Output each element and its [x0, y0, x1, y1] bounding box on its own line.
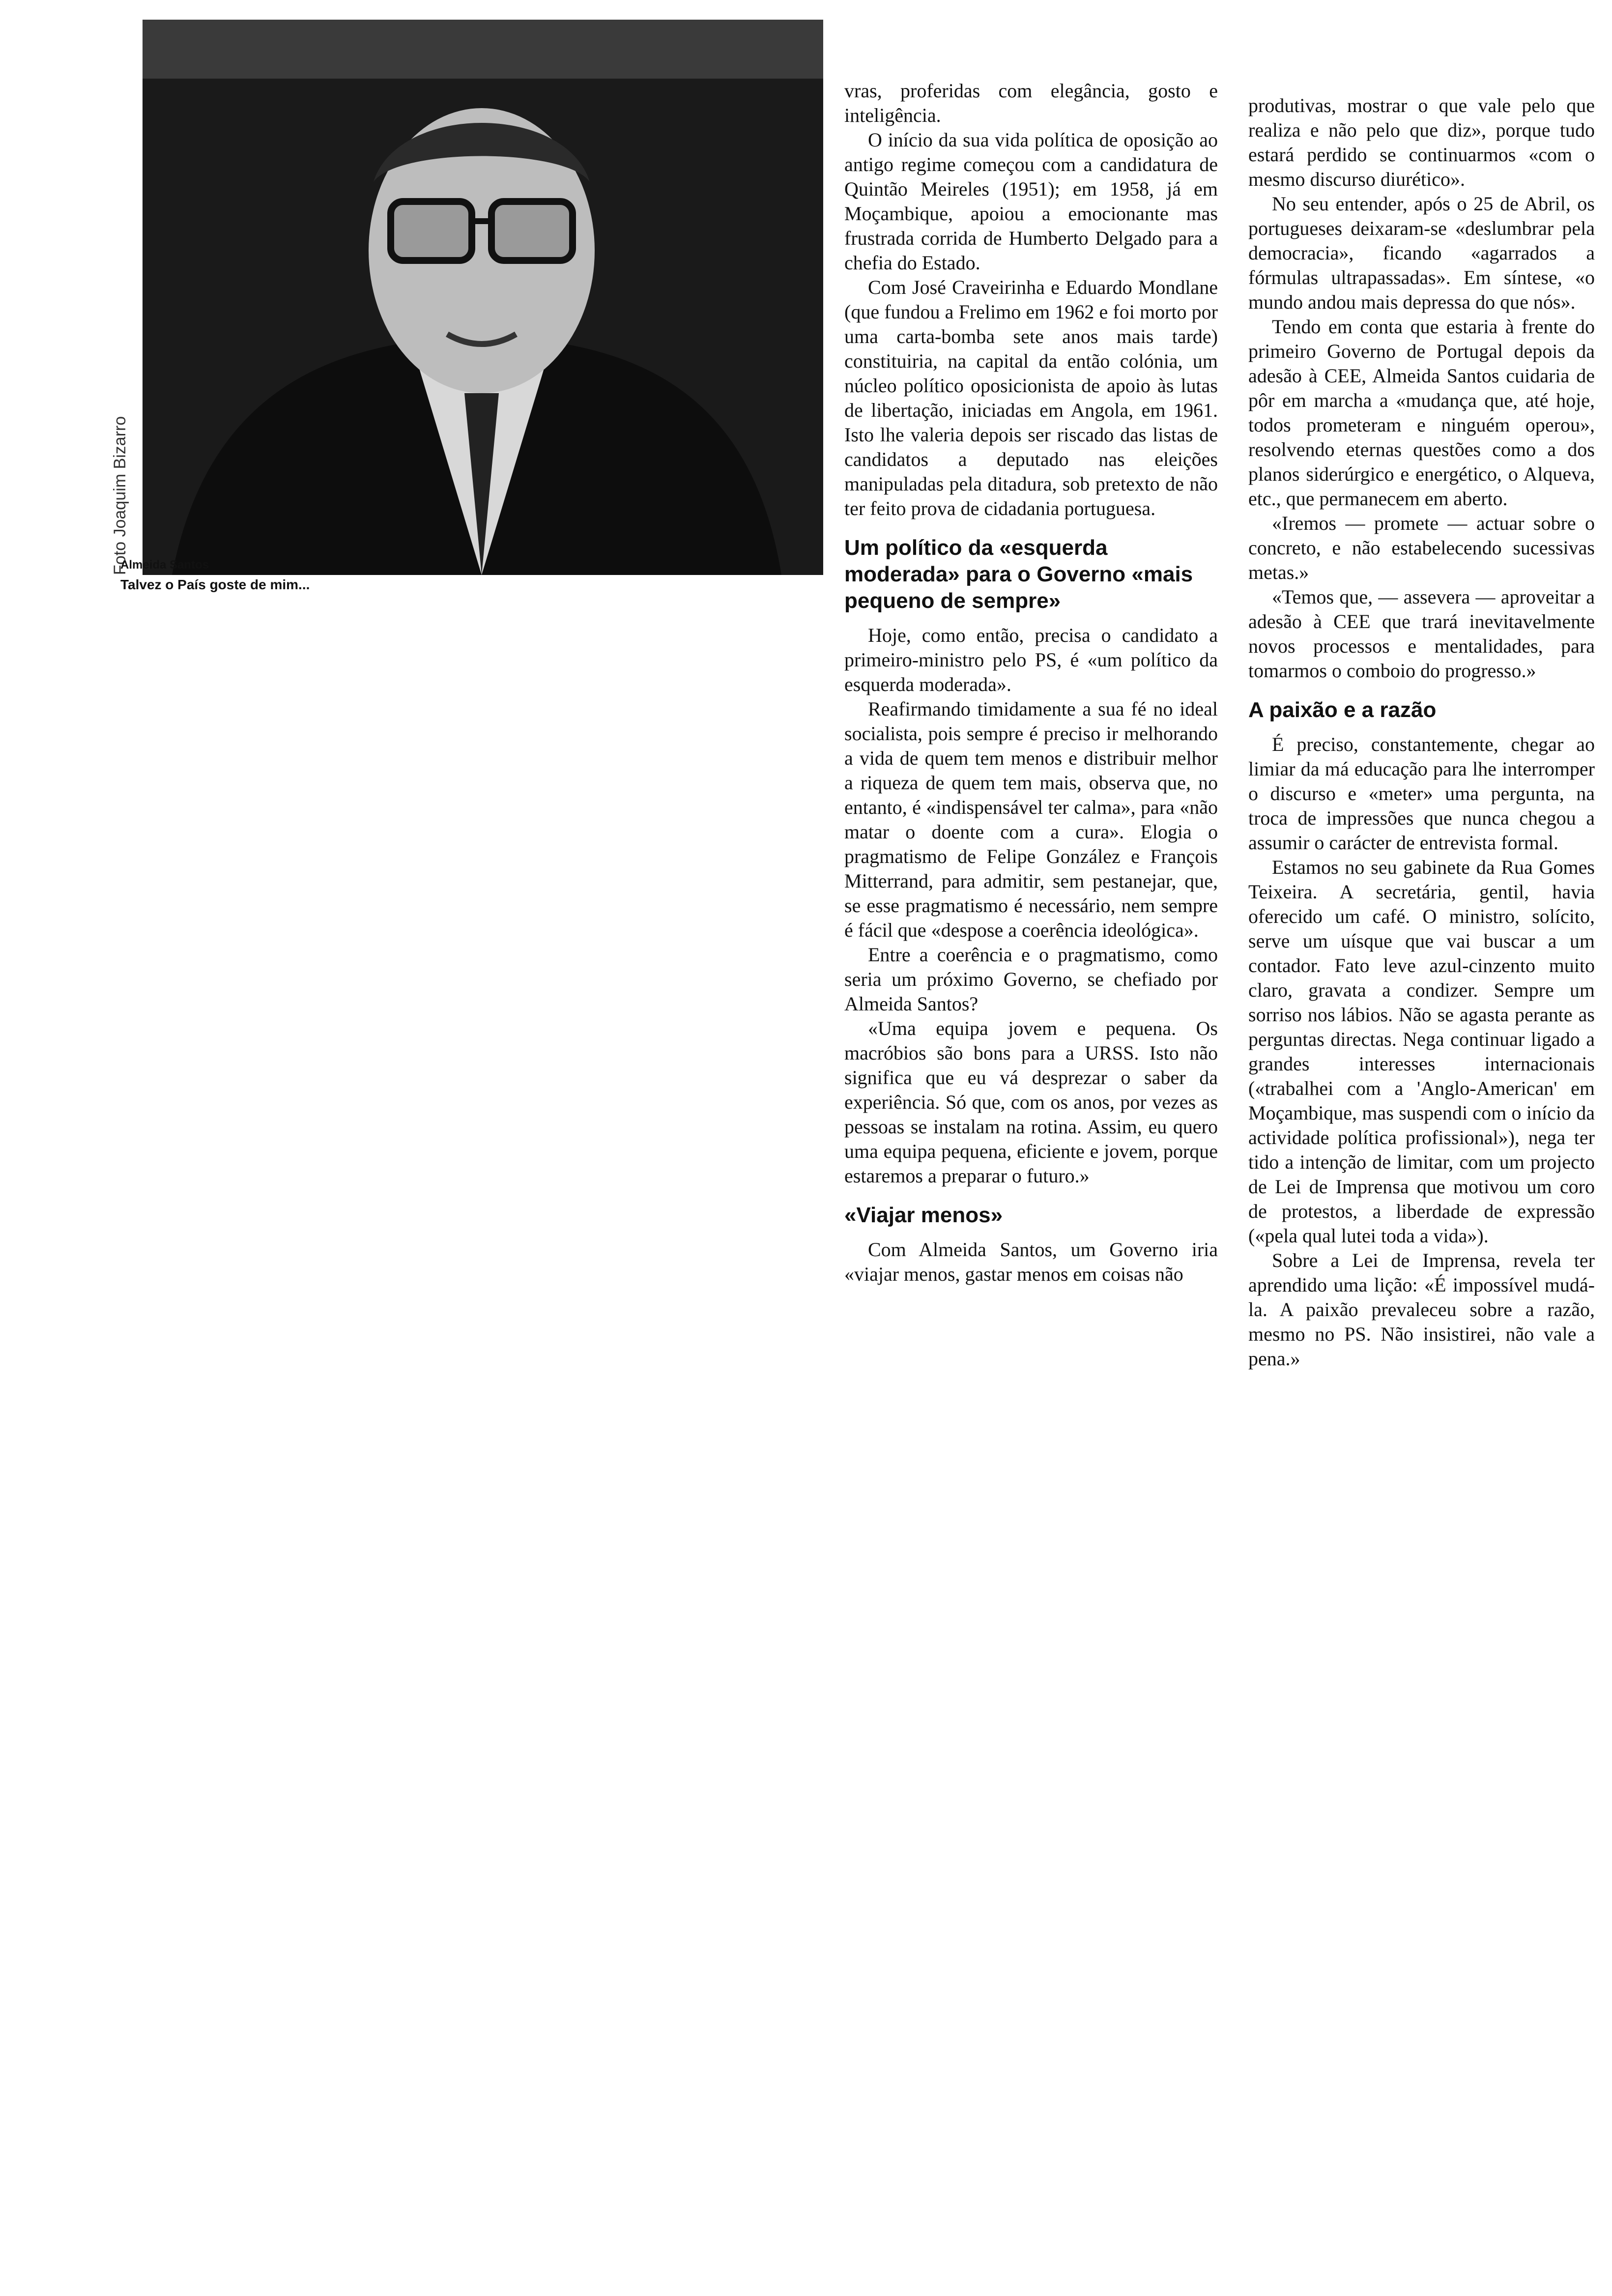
- paragraph: O início da sua vida política de oposição ao antigo regime começou com a candidatura de Quintão Meireles (1951); em 1958, já em Moçambique, apoiou a emocionante mas frustrada corrida de Humberto Delgado para a chefia do Estado.: [844, 129, 1218, 274]
- section-heading: A paixão e a razão: [1248, 698, 1437, 722]
- paragraph: Com José Craveirinha e Eduardo Mondlane (que fundou a Frelimo em 1962 e foi morto por uma carta-bomba sete anos mais tarde) constituiria, na capital da então colónia, um núcleo político oposicionista de apoio às lutas de libertação, iniciadas em Angola, em 1961. Isto lhe valeria depois ser riscado das listas de candidatos a deputado nas eleições manipuladas pela ditadura, sob pretexto de não ter feito prova de cidadania portuguesa.: [844, 276, 1218, 519]
- section-heading: Um político da «esquerda moderada» para o Governo «mais pequeno de sempre»: [844, 536, 1193, 613]
- portrait-illustration: [143, 20, 823, 575]
- paragraph: «Iremos — promete — actuar sobre o concreto, e não estabelecendo sucessivas metas.»: [1248, 512, 1595, 583]
- paragraph: «Temos que, — assevera — aproveitar a adesão à CEE que trará inevitavelmente novos processos e mentalidades, para tomarmos o comboio do progresso.»: [1248, 586, 1595, 682]
- paragraph: Reafirmando timidamente a sua fé no ideal socialista, pois sempre é preciso ir melhorando a vida de quem tem menos e distribuir melhor a riqueza de quem tem mais, observa que, no entanto, é «indispensável ter calma», para «não matar o doente com a cura». Elogia o pragmatismo de Felipe González e François Mitterrand, para admitir, sem pestanejar, que, se esse pragmatismo é necessário, nem sempre é fácil que «despose a coerência ideológica».: [844, 698, 1218, 941]
- section-heading: «Viajar menos»: [844, 1203, 1003, 1227]
- paragraph: «Uma equipa jovem e pequena. Os macróbios são bons para a URSS. Isto não significa que eu vá desprezar o saber da experiência. Só que, com os anos, por vezes as pessoas se instalam na rotina. Assim, eu quero uma equipa pequena, eficiente e jovem, porque estaremos a preparar o futuro.»: [844, 1017, 1218, 1187]
- article-column-1: [844, 79, 1218, 1287]
- paragraph: produtivas, mostrar o que vale pelo que realiza e não pelo que diz», porque tudo estará perdido se continuarmos «com o mesmo discurso diurético».: [1248, 94, 1595, 190]
- caption-name: Almeida Santos: [120, 558, 209, 572]
- paragraph: Sobre a Lei de Imprensa, revela ter aprendido uma lição: «É impossível mudá-la. A paixão prevaleceu sobre a razão, mesmo no PS. Não insistirei, não vale a pena.»: [1248, 1249, 1595, 1370]
- paragraph: Estamos no seu gabinete da Rua Gomes Teixeira. A secretária, gentil, havia oferecido um café. O ministro, solícito, serve um uísque que vai buscar a um contador. Fato leve azul-cinzento muito claro, gravata a condizer. Sempre um sorriso nos lábios. Não se agasta perante as perguntas directas. Nega continuar ligado a grandes interesses internacionais («trabalhei com a 'Anglo-American' em Moçambique, mas suspendi com o início da actividade política profissional»), nega ter tido a intenção de limitar, com um projecto de Lei de Imprensa que motivou um coro de protestos, a liberdade de expressão («pela qual lutei toda a vida»).: [1248, 856, 1595, 1247]
- article-column-2: [1248, 93, 1595, 1371]
- paragraph: Hoje, como então, precisa o candidato a primeiro-ministro pelo PS, é «um político da esquerda moderada».: [844, 624, 1218, 695]
- photo-credit: Foto Joaquim Bizarro: [111, 416, 129, 575]
- paragraph: É preciso, constantemente, chegar ao limiar da má educação para lhe interromper o discurso e «meter» uma pergunta, na troca de impressões que nunca chegou a assumir o carácter de entrevista formal.: [1248, 733, 1595, 854]
- paragraph: No seu entender, após o 25 de Abril, os portugueses deixaram-se «deslumbrar pela democracia», ficando «agarrados a fórmulas ultrapassadas». Em síntese, «o mundo andou mais depressa do que nós».: [1248, 193, 1595, 313]
- paragraph: Entre a coerência e o pragmatismo, como seria um próximo Governo, se chefiado por Almeida Santos?: [844, 944, 1218, 1015]
- paragraph: Tendo em conta que estaria à frente do primeiro Governo de Portugal depois da adesão à CEE, Almeida Santos cuidaria de pôr em marcha a «mudança que, até hoje, todos prometeram e ninguém operou», resolvendo eternas questões como a dos planos siderúrgico e energético, o Alqueva, etc., que permanecem em aberto.: [1248, 316, 1595, 510]
- photo-caption: [120, 555, 310, 595]
- caption-text: Talvez o País goste de mim...: [120, 577, 310, 592]
- paragraph: Com Almeida Santos, um Governo iria «viajar menos, gastar menos em coisas não: [844, 1238, 1218, 1285]
- portrait-photo: [143, 20, 823, 575]
- paragraph: vras, proferidas com elegância, gosto e inteligência.: [844, 80, 1218, 126]
